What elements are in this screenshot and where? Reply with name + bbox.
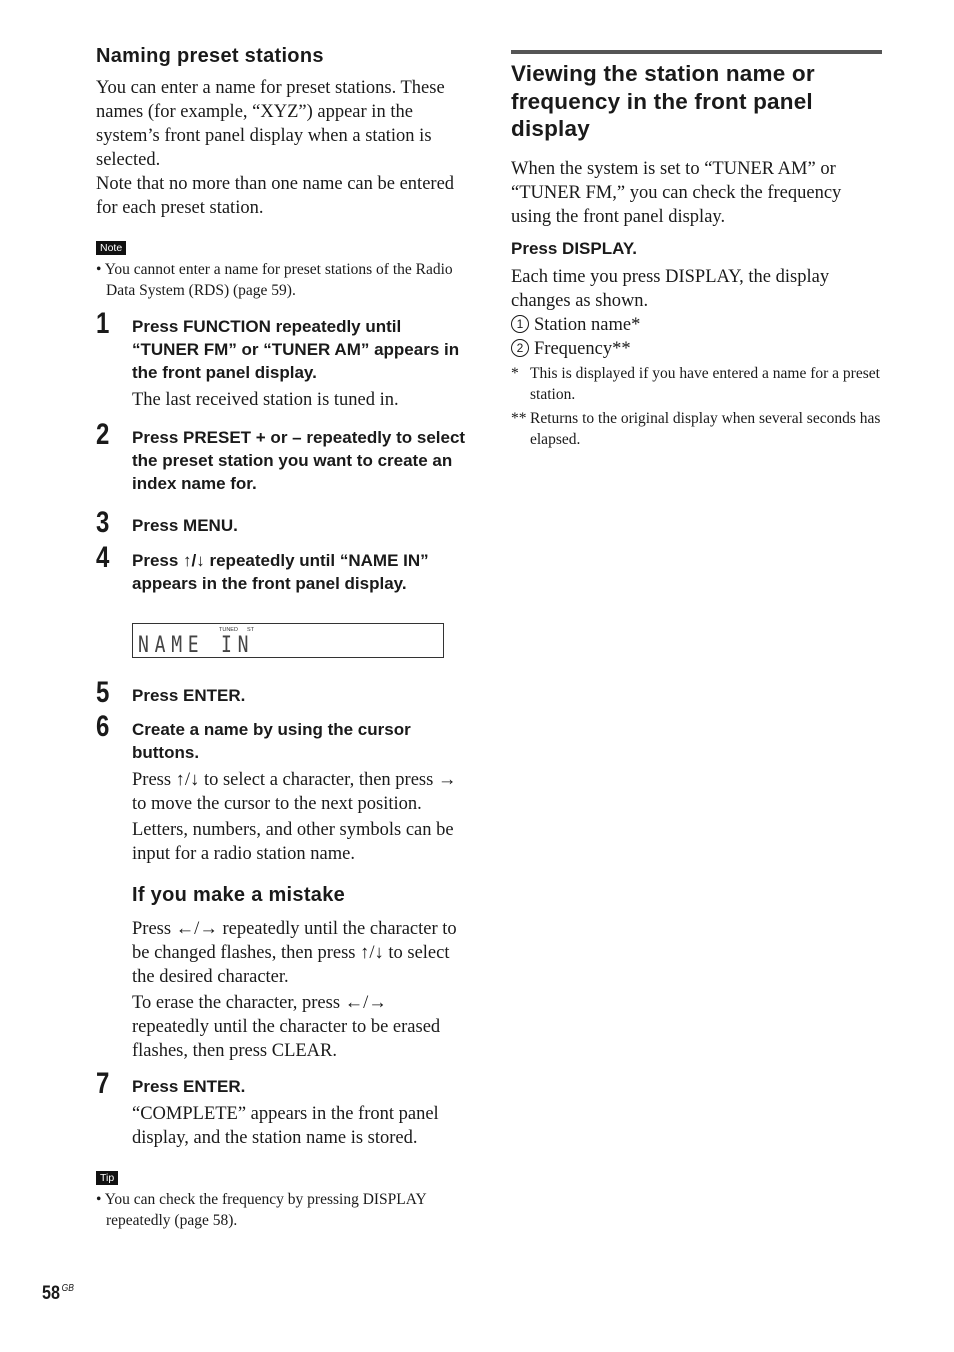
step-6: [96, 710, 468, 866]
step-number: 4: [96, 541, 110, 574]
step-title: Press PRESET + or – repeatedly to select the preset station you want to create an index name for.: [132, 428, 466, 493]
step-title: Press ENTER.: [132, 1077, 246, 1096]
step-title: Create a name by using the cursor buttons.: [132, 720, 411, 762]
circled-number: 1: [511, 315, 529, 333]
item-label: Frequency**: [534, 338, 631, 359]
step-4: [96, 541, 468, 658]
step-title: Press ENTER.: [132, 686, 246, 705]
intro-paragraph: When the system is set to “TUNER AM” or “TUNER FM,” you can check the frequency using the front panel display.: [511, 158, 842, 227]
step-title: Press FUNCTION repeatedly until “TUNER FM” or “TUNER AM” appears in the front panel display.: [132, 317, 460, 382]
page-number: 58 $^{GB}$: [42, 1283, 74, 1304]
footnote-text: This is displayed if you have entered a name for a preset station.: [530, 364, 880, 403]
intro-paragraph: You can enter a name for preset stations. These names (for example, “XYZ”) appear in the system’s front panel display when a station is selected.: [96, 78, 445, 170]
section-rule: [511, 50, 882, 54]
step-number: 6: [96, 710, 110, 743]
section-heading: Viewing the station name or frequency in the front panel display: [511, 61, 815, 141]
item-label: Station name*: [534, 314, 641, 335]
stereo-indicator: ST: [247, 627, 255, 633]
footnote-mark: *: [511, 364, 519, 382]
mistake-heading: If you make a mistake: [132, 884, 346, 906]
footnote-mark: **: [511, 409, 527, 427]
tuned-indicator: TUNED: [219, 627, 238, 633]
step-number: 3: [96, 506, 110, 539]
step-2: [96, 418, 468, 495]
front-panel-display: [132, 623, 444, 658]
step-title: Press ↑/↓ repeatedly until “NAME IN” appears in the front panel display.: [132, 551, 429, 593]
press-display-instruction: Press DISPLAY.: [511, 238, 637, 258]
note-badge: Note: [96, 241, 126, 255]
step-7: [96, 1067, 468, 1150]
step-body: Letters, numbers, and other symbols can be input for a radio station name.: [132, 820, 454, 864]
step-number: 2: [96, 418, 110, 451]
step-number: 5: [96, 676, 110, 709]
step-title: Press MENU.: [132, 516, 238, 535]
mistake-block: [96, 917, 468, 1063]
step-body: “COMPLETE” appears in the front panel display, and the station name is stored.: [132, 1104, 439, 1148]
step-body: The last received station is tuned in.: [132, 390, 399, 410]
display-text: NAME IN: [138, 633, 255, 658]
footnote: [511, 363, 883, 405]
step-1: [96, 307, 468, 412]
display-sequence-item: [511, 337, 883, 361]
step-number: 1: [96, 307, 110, 340]
note-text: • You cannot enter a name for preset stations of the Radio Data System (RDS) (page 59).: [96, 261, 453, 299]
tip-text: • You can check the frequency by pressing DISPLAY repeatedly (page 58).: [96, 1191, 427, 1229]
tip-block: [96, 1168, 468, 1231]
page-suffix: GB: [61, 1283, 74, 1294]
mistake-paragraph: Press ←/→ repeatedly until the character to be changed flashes, then press ↑/↓ to select the desired character.: [132, 919, 457, 987]
step-body: Press ↑/↓ to select a character, then press → to move the cursor to the next position.: [132, 770, 457, 814]
tip-badge: Tip: [96, 1171, 118, 1185]
mistake-paragraph: To erase the character, press ←/→ repeatedly until the character to be erased flashes, then press CLEAR.: [132, 993, 441, 1061]
footnote-text: Returns to the original display when several seconds has elapsed.: [530, 409, 881, 448]
left-column: [96, 40, 468, 1231]
step-number: 7: [96, 1067, 110, 1100]
display-sequence-item: [511, 313, 883, 337]
display-description: Each time you press DISPLAY, the display changes as shown.: [511, 266, 830, 311]
right-column: [511, 50, 883, 450]
section-heading: Naming preset stations: [96, 45, 324, 67]
note-block: [96, 238, 468, 301]
step-3: [96, 506, 468, 539]
step-5: [96, 676, 468, 709]
intro-note-paragraph: Note that no more than one name can be entered for each preset station.: [96, 174, 455, 218]
footnote: [511, 408, 883, 450]
circled-number: 2: [511, 339, 529, 357]
